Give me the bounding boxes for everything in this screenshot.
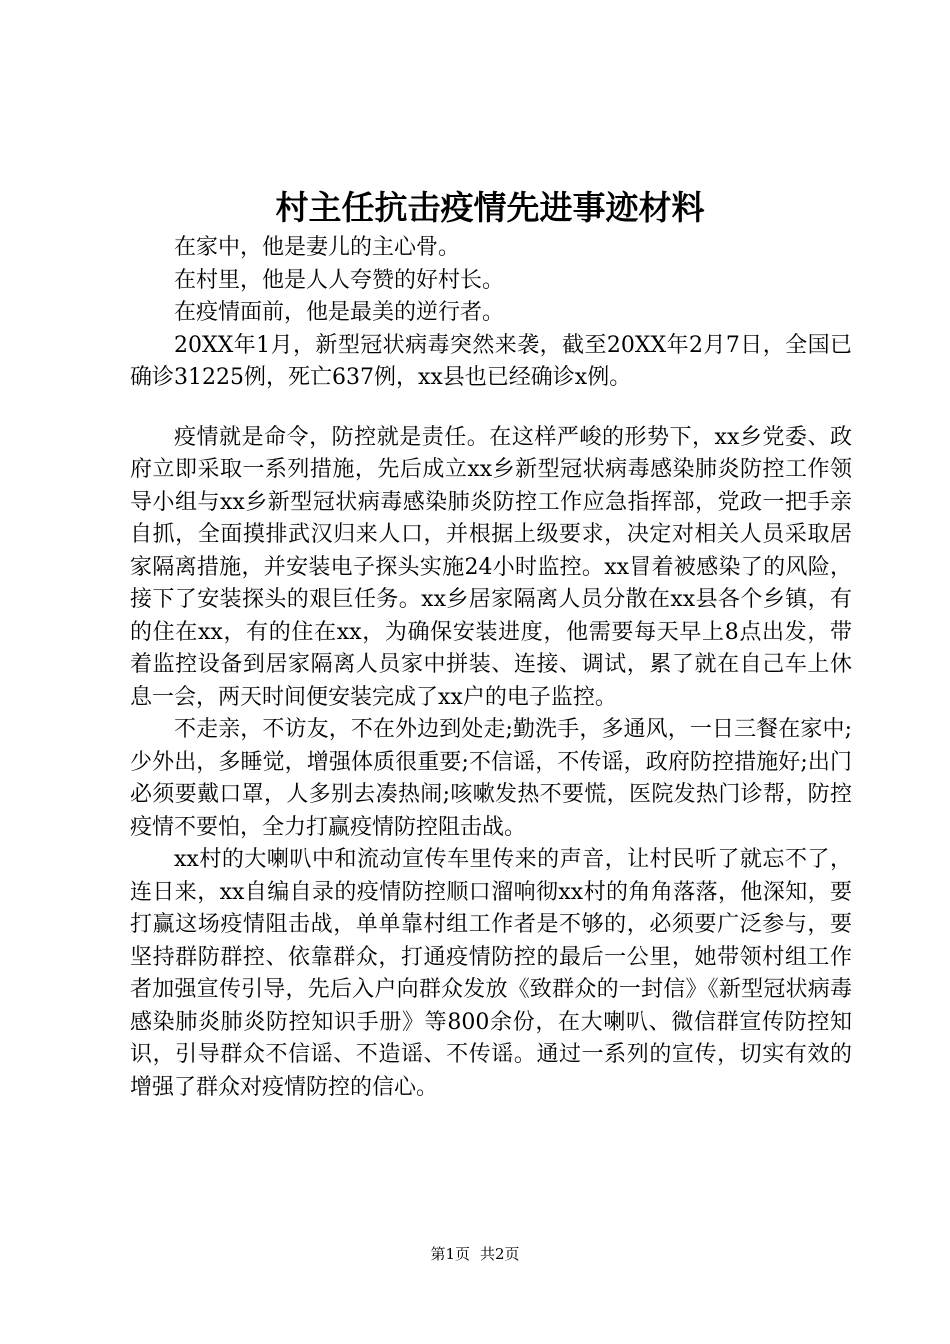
paragraph-background: 20XX年1月，新型冠状病毒突然来袭，截至20XX年2月7日，全国已确诊31225例，死亡637例，xx县也已经确诊x例。	[130, 332, 852, 390]
paragraph-jingle: 不走亲，不访友，不在外边到处走;勤洗手，多通风，一日三餐在家中;少外出，多睡觉，增强体质很重要;不信谣，不传谣，政府防控措施好;出门必须要戴口罩，人多别去凑热闹;咳嗽发热不要慌，医院发热门诊帮，防控疫情不要怕，全力打赢疫情防控阻击战。	[130, 717, 852, 840]
paragraph-intro-1: 在家中，他是妻儿的主心骨。	[174, 235, 461, 260]
page-footer	[0, 1244, 950, 1264]
page-total: 共2页	[480, 1245, 520, 1263]
page-number: 第1页	[430, 1245, 470, 1263]
document-title: 村主任抗击疫情先进事迹材料	[275, 188, 705, 227]
paragraph-intro-3: 在疫情面前，他是最美的逆行者。	[174, 300, 505, 325]
paragraph-intro-2: 在村里，他是人人夸赞的好村长。	[174, 267, 505, 293]
document-body	[130, 232, 852, 1104]
paragraph-measures: 疫情就是命令，防控就是责任。在这样严峻的形势下，xx乡党委、政府立即采取一系列措施，先后成立xx乡新型冠状病毒感染肺炎防控工作领导小组与xx乡新型冠状病毒感染肺炎防控工作应急指挥部，党政一把手亲自抓，全面摸排武汉归来人口，并根据上级要求，决定对相关人员采取居家隔离措施，并安装电子探头实施24小时监控。xx冒着被感染了的风险，接下了安装探头的艰巨任务。xx乡居家隔离人员分散在xx县各个乡镇，有的住在xx，有的住在xx，为确保安装进度，他需要每天早上8点出发，带着监控设备到居家隔离人员家中拼装、连接、调试，累了就在自己车上休息一会，两天时间便安装完成了xx户的电子监控。	[130, 424, 852, 710]
paragraph-publicity: xx村的大喇叭中和流动宣传车里传来的声音，让村民听了就忘不了，连日来，xx自编自录的疫情防控顺口溜响彻xx村的角角落落，他深知，要打赢这场疫情阻击战，单单靠村组工作者是不够的，必须要广泛参与，要坚持群防群控、依靠群众，打通疫情防控的最后一公里，她带领村组工作者加强宣传引导，先后入户向群众发放《致群众的一封信》《新型冠状病毒感染肺炎肺炎防控知识手册》等800余份，在大喇叭、微信群宣传防控知识，引导群众不信谣、不造谣、不传谣。通过一系列的宣传，切实有效的增强了群众对疫情防控的信心。	[130, 847, 852, 1100]
